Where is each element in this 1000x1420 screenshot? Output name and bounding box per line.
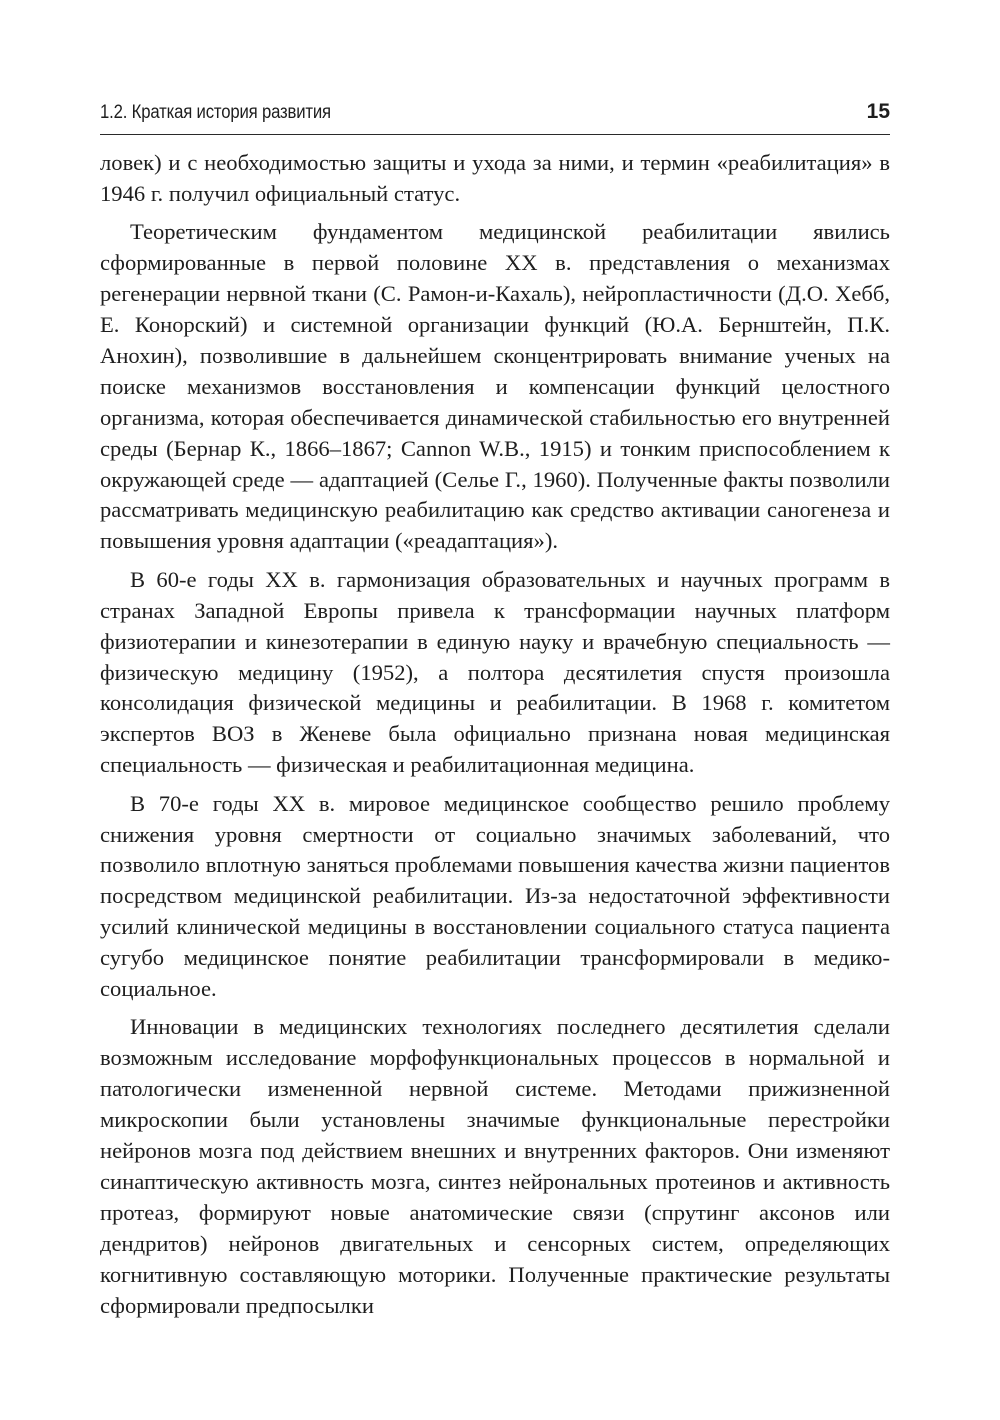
- paragraph-1960s: В 60-е годы XX в. гармонизация образовательных и научных программ в странах Западной Европы привела к трансформации научных платформ физиотерапии и кинезотерапии в единую науку и врачебную специальность — физическую медицину (1952), а полтора десятилетия спустя произошла консолидация физической медицины и реабилитации. В 1968 г. комитетом экспертов ВОЗ в Женеве была официально признана новая медицинская специальность — физическая и реабилитационная медицина.: [100, 566, 890, 778]
- body-text: [100, 148, 890, 1329]
- paragraph-continued: ловек) и с необходимостью защиты и ухода за ними, и термин «реабилитация» в 1946 г. получил официальный статус.: [100, 150, 890, 206]
- paragraph-1970s: В 70-е годы XX в. мировое медицинское сообщество решило проблему снижения уровня смертности от социально значимых заболеваний, что позволило вплотную заняться проблемами повышения качества жизни пациентов посредством медицинской реабилитации. Из-за недостаточной эффективности усилий клинической медицины в восстановлении социального статуса пациента сугубо медицинское понятие реабилитации трансформировали в медико-социальное.: [100, 790, 890, 1002]
- paragraph-theoretical-foundation: Теоретическим фундаментом медицинской реабилитации явились сформированные в первой половине XX в. представления о механизмах регенерации нервной ткани (С. Рамон-и-Кахаль), нейропластичности (Д.О. Хебб, Е. Конорский) и системной организации функций (Ю.А. Бернштейн, П.К. Анохин), позволившие в дальнейшем сконцентрировать внимание ученых на поиске механизмов восстановления и компенсации функций целостного организма, которая обеспечивается динамической стабильностью его внутренней среды (Бернар К., 1866–1867; Cannon W.B., 1915) и тонким приспособлением к окружающей среде — адаптацией (Селье Г., 1960). Полученные факты позволили рассматривать медицинскую реабилитацию как средство активации саногенеза и повышения уровня адаптации («реадаптация»).: [100, 219, 890, 554]
- running-header: [100, 100, 890, 135]
- page-number: 15: [866, 100, 890, 123]
- section-title: 1.2. Краткая история развития: [100, 102, 331, 123]
- paragraph-innovations: Инновации в медицинских технологиях последнего десятилетия сделали возможным исследование морфофункциональных процессов в нормальной и патологически измененной нервной системе. Методами прижизненной микроскопии были установлены значимые функциональные перестройки нейронов мозга под действием внешних и внутренних факторов. Они изменяют синаптическую активность мозга, синтез нейрональных протеинов и активность протеаз, формируют новые анатомические связи (спрутинг аксонов или дендритов) нейронов двигательных и сенсорных систем, определяющих когнитивную составляющую моторики. Полученные практические результаты сформировали предпосылки: [100, 1014, 890, 1318]
